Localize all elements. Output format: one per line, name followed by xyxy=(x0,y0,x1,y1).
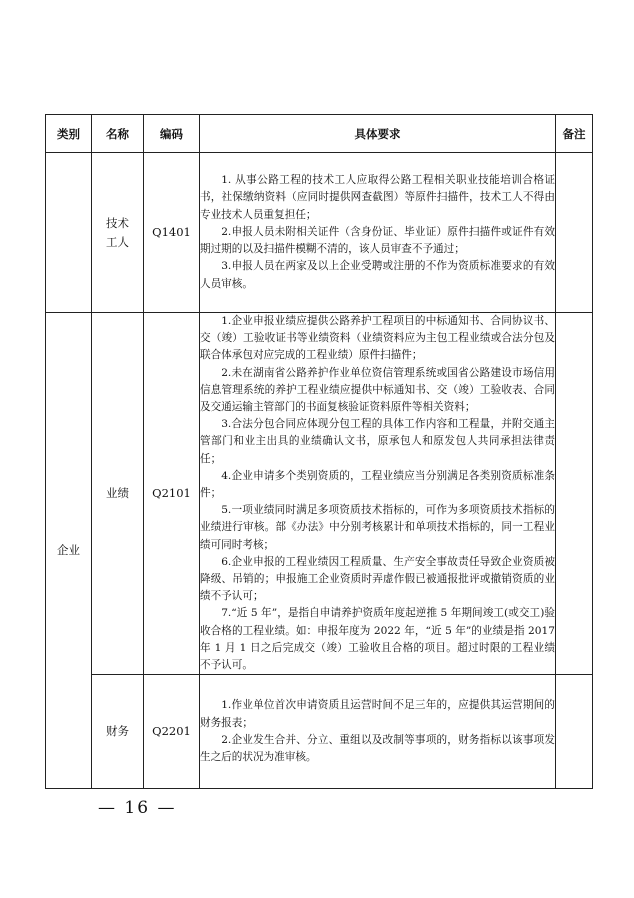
header-category: 类别 xyxy=(46,115,92,153)
requirement-item: 2.申报人员未附相关证件（含身份证、毕业证）原件扫描件或证件有效期过期的以及扫描件模糊不清的，该人员审查不予通过； xyxy=(200,225,555,256)
name-cell xyxy=(92,153,144,313)
requirements-cell xyxy=(200,313,556,675)
requirement-item: 3.申报人员在两家及以上企业受聘或注册的不作为资质标准要求的有效人员审核。 xyxy=(200,260,555,290)
requirement-item: 3.合法分包合同应体现分包工程的具体工作内容和工程量，并附交通主管部门和业主出具的业绩确认文书，原承包人和原发包人共同承担法律责任； xyxy=(200,418,555,465)
page-number: — 16 — xyxy=(98,798,177,818)
requirements-cell xyxy=(200,153,556,313)
header-remarks: 备注 xyxy=(556,115,593,153)
header-code: 编码 xyxy=(144,115,200,153)
requirement-item: 2.企业发生合并、分立、重组以及改制等事项的，财务指标以该事项发生之后的状况为准审核。 xyxy=(200,733,555,763)
category-cell-empty xyxy=(46,153,92,313)
table-row xyxy=(46,675,593,789)
requirement-item: 1.作业单位首次申请资质且运营时间不足三年的，应提供其运营期间的财务报表； xyxy=(200,699,555,729)
name-cell: 业绩 xyxy=(92,313,144,675)
table-row xyxy=(46,313,593,675)
requirement-item: 4.企业申请多个类别资质的，工程业绩应当分别满足各类别资质标准条件； xyxy=(200,469,555,500)
table-header-row xyxy=(46,115,593,153)
requirement-item: 6.企业申报的工程业绩因工程质量、生产安全事故责任导致企业资质被降级、吊销的；申报施工企业资质时弄虚作假已被通报批评或撤销资质的业绩不予认可； xyxy=(200,555,555,603)
remark-cell xyxy=(556,313,593,675)
requirements-table xyxy=(45,114,593,789)
requirement-item: 2.未在湖南省公路养护作业单位资信管理系统或国省公路建设市场信用信息管理系统的养护工程业绩应提供中标通知书、交（竣）工验收表、合同及交通运输主管部门的书面复核验证资料原件等相关资料； xyxy=(200,366,555,414)
requirement-item: 7.“近 5 年”，是指自申请养护资质年度起逆推 5 年期间竣工(或交工)验收合格的工程业绩。如：申报年度为 2022 年，“近 5 年”的业绩是指 2017 年 1 月 1 日之后完成交（竣）工验收且合格的项目。超过时限的工程业绩不予认可。 xyxy=(200,607,555,672)
requirement-item: 5.一项业绩同时满足多项资质技术指标的，可作为多项资质技术指标的业绩进行审核。部《办法》中分别考核累计和单项技术指标的，同一工程业绩可同时考核； xyxy=(200,504,555,551)
header-name: 名称 xyxy=(92,115,144,153)
code-cell: Q1401 xyxy=(144,153,200,313)
name-cell: 财务 xyxy=(92,675,144,789)
category-cell: 企业 xyxy=(46,313,92,789)
remark-cell xyxy=(556,153,593,313)
requirement-item: 1. 从事公路工程的技术工人应取得公路工程相关职业技能培训合格证书，社保缴纳资料（应同时提供网查截图）等原件扫描件，技术工人不得由专业技术人员重复担任； xyxy=(200,174,555,221)
header-requirements: 具体要求 xyxy=(200,115,556,153)
requirement-item: 1.企业申报业绩应提供公路养护工程项目的中标通知书、合同协议书、交（竣）工验收证书等业绩资料（业绩资料应为主包工程业绩或合法分包及联合体承包对应完成的工程业绩）原件扫描件； xyxy=(200,315,555,362)
name-line: 工人 xyxy=(106,234,129,249)
table-row xyxy=(46,153,593,313)
code-cell: Q2101 xyxy=(144,313,200,675)
requirements-cell xyxy=(200,675,556,789)
name-line: 技术 xyxy=(106,215,129,230)
code-cell: Q2201 xyxy=(144,675,200,789)
remark-cell xyxy=(556,675,593,789)
